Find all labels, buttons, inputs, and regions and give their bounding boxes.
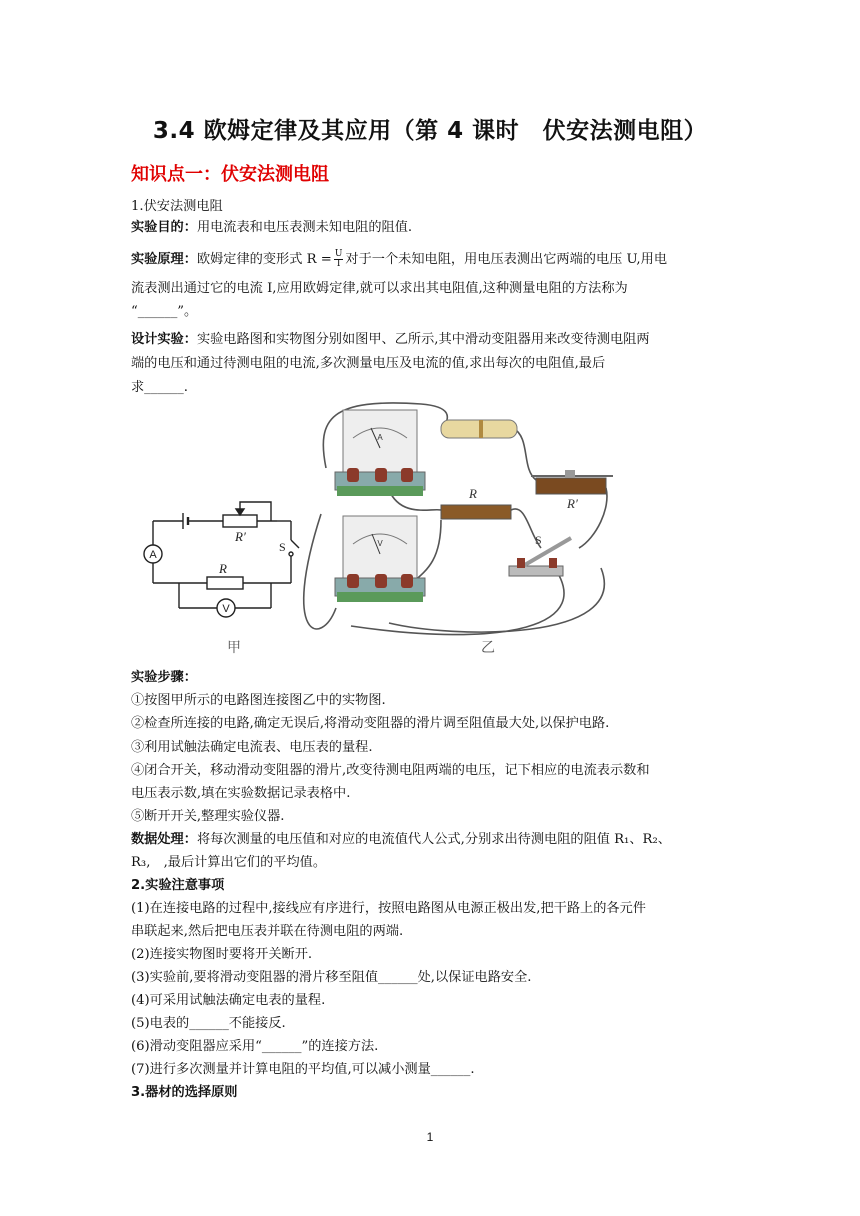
section-heading: 知识点一：伏安法测电阻: [131, 164, 329, 185]
page-number: 1: [426, 1130, 434, 1144]
figure-label-jia: 甲: [227, 640, 241, 656]
voltmeter-dial-V: V: [377, 539, 383, 548]
data-processing-label: 数据处理：: [131, 832, 197, 847]
circuit-diagram: [144, 502, 299, 617]
setup-label-S: S: [535, 533, 542, 547]
design-line-1: [131, 331, 731, 349]
principle-line-3: “______”。: [131, 304, 198, 319]
ammeter-dial-A: A: [377, 433, 383, 442]
principle-text-before: 欧姆定律的变形式 R =: [196, 252, 332, 267]
circuit-label-R-prime: R′: [235, 529, 246, 544]
item-3-heading: 3.器材的选择原则: [131, 1085, 238, 1100]
setup-label-R-prime: R′: [567, 496, 578, 511]
fraction-numerator: U: [334, 249, 343, 259]
note-4: (4)可采用试触法确定电表的量程.: [131, 993, 326, 1008]
item-1-heading: 1.伏安法测电阻: [131, 199, 223, 214]
design-line-3: 求______.: [131, 380, 188, 395]
note-2: (2)连接实物图时要将开关断开.: [131, 947, 313, 962]
ohm-fraction: [334, 250, 344, 269]
circuit-label-R: R: [219, 561, 227, 576]
design-label: 设计实验：: [131, 332, 197, 347]
notes-heading: 2.实验注意事项: [131, 878, 225, 893]
rheostat: [531, 470, 613, 494]
principle-line-1: [131, 250, 731, 269]
data-processing-text-1: 将每次测量的电压值和对应的电流值代人公式,分别求出待测电阻的阻值 R₁、R₂、: [196, 832, 671, 847]
principle-text-after: 对于一个未知电阻，用电压表测出它两端的电压 U,用电: [345, 252, 668, 267]
note-1: (1)在连接电路的过程中,接线应有序进行，按照电路图从电源正极出发,把干路上的各元件: [131, 901, 646, 916]
note-1-cont: 串联起来,然后把电压表并联在待测电阻的两端.: [131, 924, 404, 939]
resistor: [441, 505, 511, 519]
circuit-label-V: V: [222, 603, 230, 615]
note-7: (7)进行多次测量并计算电阻的平均值,可以减小测量______.: [131, 1062, 475, 1077]
battery: [441, 420, 517, 438]
voltmeter: [335, 516, 425, 602]
steps-label: 实验步骤：: [131, 670, 197, 685]
circuit-label-A: A: [149, 549, 157, 561]
note-3: (3)实验前,要将滑动变阻器的滑片移至阻值______处,以保证电路安全.: [131, 970, 532, 985]
step-2: ②检查所连接的电路,确定无误后,将滑动变阻器的滑片调至阻值最大处,以保护电路.: [131, 716, 610, 731]
design-text-1: 实验电路图和实物图分别如图甲、乙所示,其中滑动变阻器用来改变待测电阻两: [196, 332, 650, 347]
step-3: ③利用试触法确定电流表、电压表的量程.: [131, 740, 373, 755]
principle-line-2: 流表测出通过它的电流 I,应用欧姆定律,就可以求出其电阻值,这种测量电阻的方法称为: [131, 281, 628, 296]
experiment-figure: [131, 398, 731, 660]
step-1: ①按图甲所示的电路图连接图乙中的实物图.: [131, 693, 386, 708]
data-processing-line-2: R₃, ,最后计算出它们的平均值。: [131, 855, 327, 870]
fraction-denominator: I: [336, 259, 341, 269]
purpose-line: [131, 219, 731, 237]
step-5: ⑤断开开关,整理实验仪器.: [131, 809, 285, 824]
ammeter: [335, 410, 425, 496]
step-4-cont: 电压表示数,填在实验数据记录表格中.: [131, 786, 351, 801]
page-title: 3.4 欧姆定律及其应用（第 4 课时 伏安法测电阻）: [152, 118, 708, 144]
step-4: ④闭合开关，移动滑动变阻器的滑片,改变待测电阻两端的电压，记下相应的电流表示数和: [131, 763, 650, 778]
principle-label: 实验原理：: [131, 252, 197, 267]
figure-label-yi: 乙: [481, 640, 495, 656]
purpose-label: 实验目的：: [131, 220, 197, 235]
physical-setup: [304, 403, 613, 635]
setup-label-R: R: [469, 486, 477, 501]
data-processing-line-1: [131, 831, 731, 849]
purpose-text: 用电流表和电压表测未知电阻的阻值.: [196, 220, 413, 235]
note-6: (6)滑动变阻器应采用“______”的连接方法.: [131, 1039, 379, 1054]
note-5: (5)电表的______不能接反.: [131, 1016, 286, 1031]
design-line-2: 端的电压和通过待测电阻的电流,多次测量电压及电流的值,求出每次的电阻值,最后: [131, 356, 606, 371]
circuit-label-S: S: [279, 540, 286, 554]
